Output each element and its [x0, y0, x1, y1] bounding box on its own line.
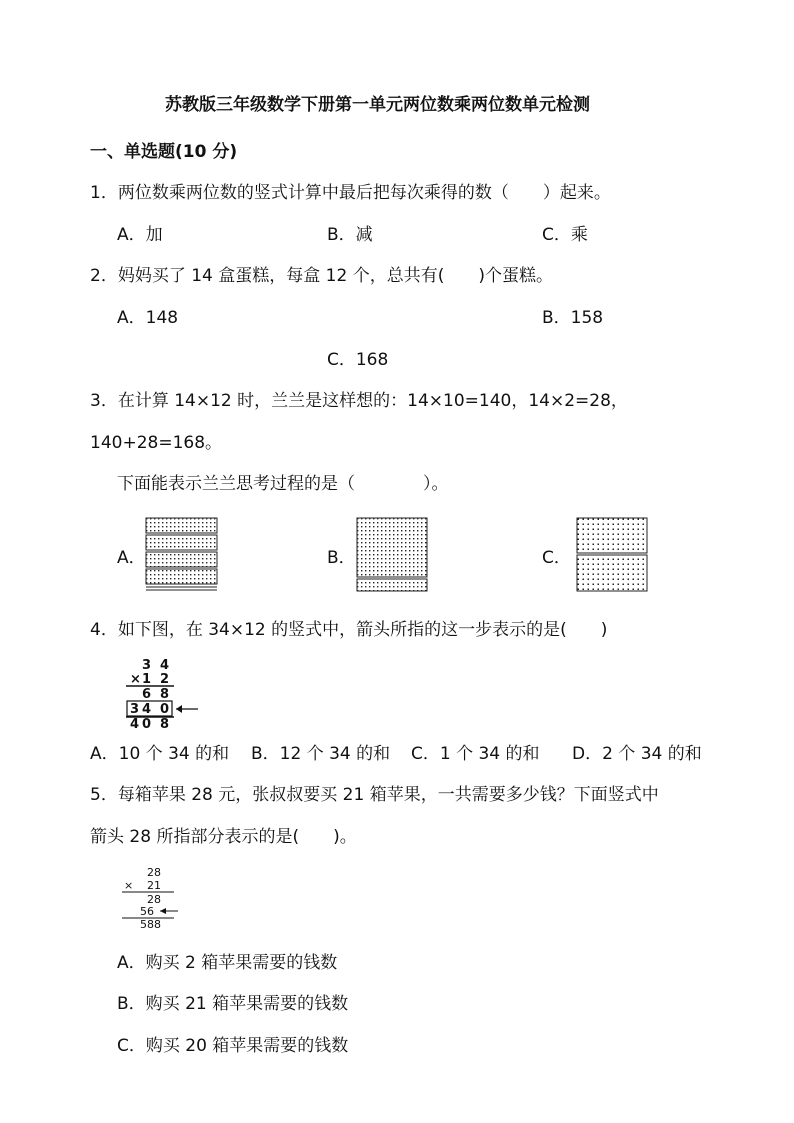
- vert5-r4: 56: [140, 905, 154, 918]
- vert4-r4-d3: 0: [160, 702, 170, 717]
- section-heading: 一、单选题(10 分): [90, 142, 238, 162]
- q3-option-a[interactable]: A．: [117, 548, 146, 568]
- q2-option-a[interactable]: A．148: [117, 308, 179, 328]
- vert4-r5-d2: 0: [142, 717, 152, 731]
- vert4-r1-d2: 4: [160, 658, 170, 673]
- q1-option-a[interactable]: A．加: [117, 225, 163, 245]
- dot-grid-diagram-c: [576, 517, 648, 593]
- vert4-r2-sign: ×: [130, 672, 141, 687]
- q5-option-b[interactable]: B．购买 21 箱苹果需要的钱数: [117, 994, 349, 1014]
- q5-option-a[interactable]: A．购买 2 箱苹果需要的钱数: [117, 953, 338, 973]
- vertical-multiplication-28x21: [118, 865, 198, 935]
- q4-option-b[interactable]: B．12 个 34 的和: [251, 744, 391, 764]
- vert4-r2-d2: 2: [160, 672, 170, 687]
- question-5-stem-line2: 箭头 28 所指部分表示的是( )。: [90, 827, 357, 847]
- question-5-stem-line1: 5．每箱苹果 28 元，张叔叔要买 21 箱苹果，一共需要多少钱？下面竖式中: [90, 785, 659, 805]
- q4-option-d[interactable]: D．2 个 34 的和: [572, 744, 702, 764]
- vert4-r1-d1: 3: [142, 658, 152, 673]
- q3-option-b[interactable]: B．: [327, 548, 356, 568]
- vert5-r2: 21: [147, 879, 161, 892]
- question-1-stem: 1．两位数乘两位数的竖式计算中最后把每次乘得的数（ ）起来。: [90, 183, 611, 203]
- vert5-r3: 28: [147, 893, 161, 906]
- vert4-r2-d1: 1: [142, 672, 152, 687]
- vert4-r5-d1: 4: [130, 717, 140, 731]
- q4-option-c[interactable]: C．1 个 34 的和: [411, 744, 540, 764]
- vert5-r1: 28: [147, 866, 161, 879]
- question-3-stem-line1: 3．在计算 14×12 时，兰兰是这样想的：14×10=140，14×2=28，: [90, 391, 628, 411]
- arrow-head-icon: [160, 908, 166, 914]
- page-title: 苏教版三年级数学下册第一单元两位数乘两位数单元检测: [165, 95, 590, 115]
- dot-grid-diagram-a: [145, 517, 219, 593]
- q2-option-c[interactable]: C．168: [327, 350, 389, 370]
- vertical-multiplication-34x12: [112, 655, 202, 731]
- vert4-r5-d3: 8: [160, 717, 170, 731]
- q4-option-a[interactable]: A．10 个 34 的和: [90, 744, 230, 764]
- question-3-stem-line2: 140+28=168。: [90, 433, 223, 453]
- vert4-r3-d2: 8: [160, 687, 170, 702]
- question-3-prompt: 下面能表示兰兰思考过程的是（ ）。: [117, 474, 449, 494]
- q1-option-c[interactable]: C．乘: [542, 225, 588, 245]
- question-4-stem: 4．如下图，在 34×12 的竖式中，箭头所指的这一步表示的是( ): [90, 620, 608, 640]
- q1-option-b[interactable]: B．减: [327, 225, 373, 245]
- vert4-r3-d1: 6: [142, 687, 152, 702]
- vert4-r4-d2: 4: [142, 702, 152, 717]
- vert5-r5: 588: [140, 918, 161, 931]
- question-2-stem: 2．妈妈买了 14 盒蛋糕，每盒 12 个，总共有( )个蛋糕。: [90, 266, 553, 286]
- vert4-r4-d1: 3: [130, 702, 140, 717]
- dot-grid-diagram-b: [356, 517, 428, 593]
- vert5-sign: ×: [124, 879, 134, 892]
- arrow-head-icon: [176, 705, 182, 713]
- q2-option-b[interactable]: B．158: [542, 308, 604, 328]
- q5-option-c[interactable]: C．购买 20 箱苹果需要的钱数: [117, 1036, 349, 1056]
- q3-option-c[interactable]: C．: [542, 548, 571, 568]
